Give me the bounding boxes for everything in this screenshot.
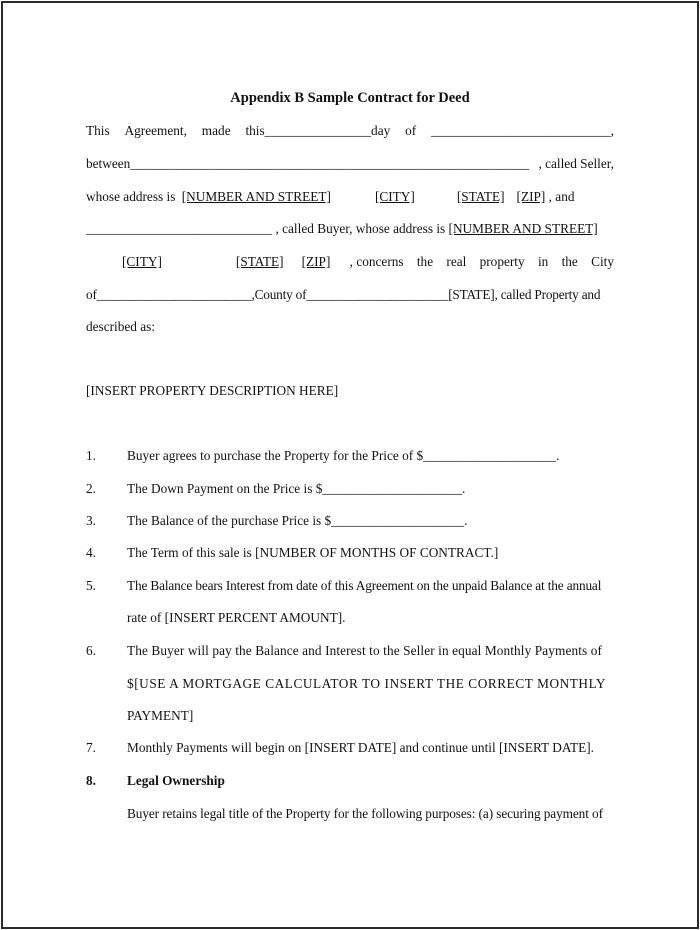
intro-word: in bbox=[537, 254, 549, 269]
intro-line-6 bbox=[86, 286, 614, 304]
intro-word: the bbox=[416, 254, 434, 269]
item-price: Buyer agrees to purchase the Property for the Price of $____________________. bbox=[127, 448, 560, 463]
property-county-blank[interactable]: County of______________________ bbox=[254, 287, 449, 302]
seller-zip-field[interactable]: [ZIP] bbox=[516, 189, 546, 204]
intro-word: of bbox=[405, 123, 417, 138]
intro-text: [STATE], called Property and bbox=[448, 287, 601, 302]
intro-line-1 bbox=[86, 122, 614, 140]
seller-name-blank[interactable]: between____________________________________________________________ bbox=[86, 156, 530, 171]
item-monthly-payments: The Buyer will pay the Balance and Interest to the Seller in equal Monthly Payments of bbox=[127, 643, 602, 658]
intro-word: made bbox=[201, 123, 231, 138]
item-monthly-payments-cont: $[USE A MORTGAGE CALCULATOR TO INSERT THE CORRECT MONTHLY bbox=[127, 676, 607, 691]
intro-line-4 bbox=[86, 220, 614, 238]
intro-word: real bbox=[446, 254, 467, 269]
intro-line-5 bbox=[86, 253, 614, 271]
item-number: 6. bbox=[86, 643, 96, 658]
item-monthly-payments-cont2: PAYMENT] bbox=[127, 708, 194, 723]
item-balance: The Balance of the purchase Price is $____________________. bbox=[127, 513, 468, 528]
intro-text: , called Buyer, whose address is bbox=[275, 221, 446, 236]
item-number: 4. bbox=[86, 545, 96, 560]
item-number: 2. bbox=[86, 481, 96, 496]
date-day-blank[interactable]: this________________day bbox=[245, 123, 391, 138]
intro-text: , and bbox=[548, 189, 575, 204]
item-number: 7. bbox=[86, 740, 96, 755]
property-city-blank[interactable]: of________________________, bbox=[86, 287, 255, 302]
date-month-blank[interactable]: ___________________________, bbox=[431, 123, 614, 138]
intro-word: City bbox=[591, 254, 614, 269]
item-payment-dates: Monthly Payments will begin on [INSERT DATE] and continue until [INSERT DATE]. bbox=[127, 740, 594, 755]
intro-word: property bbox=[479, 254, 525, 269]
property-description-placeholder[interactable]: [INSERT PROPERTY DESCRIPTION HERE] bbox=[86, 383, 339, 398]
intro-word: , concerns bbox=[349, 254, 404, 269]
intro-text: whose address is bbox=[86, 189, 176, 204]
seller-street-field[interactable]: [NUMBER AND STREET] bbox=[181, 189, 331, 204]
item-number: 5. bbox=[86, 578, 96, 593]
intro-word: Agreement, bbox=[124, 123, 187, 138]
item-legal-ownership-text: Buyer retains legal title of the Property for the following purposes: (a) securing payment of bbox=[127, 806, 603, 821]
intro-line-2 bbox=[86, 155, 614, 173]
buyer-street-field[interactable]: [NUMBER AND STREET] bbox=[448, 221, 598, 236]
item-number: 3. bbox=[86, 513, 96, 528]
seller-city-field[interactable]: [CITY] bbox=[374, 189, 415, 204]
intro-word: the bbox=[561, 254, 578, 269]
item-term: The Term of this sale is [NUMBER OF MONTHS OF CONTRACT.] bbox=[127, 545, 499, 560]
section-heading-legal-ownership: Legal Ownership bbox=[127, 773, 225, 788]
buyer-zip-field[interactable]: [ZIP] bbox=[301, 254, 331, 269]
intro-word: This bbox=[86, 123, 110, 138]
buyer-name-blank[interactable]: ____________________________ bbox=[86, 221, 273, 236]
intro-text: , called Seller, bbox=[538, 156, 614, 171]
item-down-payment: The Down Payment on the Price is $_____________________. bbox=[127, 481, 466, 496]
buyer-state-field[interactable]: [STATE] bbox=[235, 254, 284, 269]
item-interest-cont: rate of [INSERT PERCENT AMOUNT]. bbox=[127, 610, 346, 625]
item-number: 1. bbox=[86, 448, 96, 463]
item-interest: The Balance bears Interest from date of this Agreement on the unpaid Balance at the annual bbox=[127, 578, 602, 593]
buyer-city-field[interactable]: [CITY] bbox=[122, 254, 162, 269]
seller-state-field[interactable]: [STATE] bbox=[456, 189, 505, 204]
intro-line-7: described as: bbox=[86, 319, 156, 334]
item-number: 8. bbox=[86, 773, 96, 788]
intro-line-3 bbox=[86, 188, 614, 206]
document-title: Appendix B Sample Contract for Deed bbox=[230, 90, 470, 106]
